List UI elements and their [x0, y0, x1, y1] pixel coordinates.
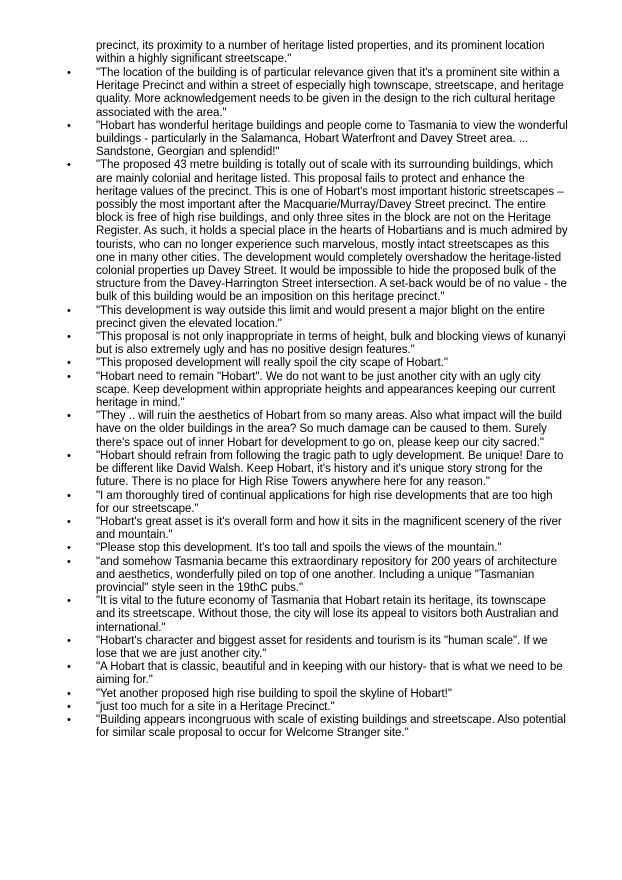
bullet-icon: • — [67, 370, 71, 383]
quote-text: "It is vital to the future economy of Tasmania that Hobart retain its heritage, its townscape and its streetscape. Without those, the city will lose its appeal to visitors both Australian and international." — [96, 595, 559, 634]
list-item — [67, 700, 568, 714]
list-item — [67, 555, 568, 596]
bullet-icon: • — [67, 489, 71, 502]
quote-text: "Hobart's character and biggest asset for residents and tourism is its "human scale". If we lose that we are just another city." — [96, 634, 548, 660]
quote-text: "just too much for a site in a Heritage Precinct." — [96, 700, 335, 713]
quote-text: "Yet another proposed high rise building to spoil the skyline of Hobart!" — [96, 687, 452, 700]
bullet-icon: • — [67, 449, 71, 462]
bullet-icon: • — [67, 542, 71, 555]
quote-text: "Hobart has wonderful heritage buildings and people come to Tasmania to view the wonderful buildings - particularly in the Salamanca, Hobart Waterfront and Davey Street area. ... Sandstone, Georgian and splendid!" — [96, 119, 568, 159]
quote-text: "The location of the building is of particular relevance given that it's a prominent site within a Heritage Precinct and within a street of especially high townscape, streetscape, and heritage quality. More acknowledgement needs to be given in the design to the rich cultural heritage associated with the area." — [96, 67, 564, 119]
quote-text: "The proposed 43 metre building is totally out of scale with its surrounding buildings, which are mainly colonial and heritage listed. This proposal fails to protect and enhance the heritage values of the precinct. This is one of Hobart's most important historic streetscapes – possibly the most important after the Macquarie/Murray/Davey Street precinct. The entire block is free of high rise buildings, and only three sites in the block are not on the Heritage Register. As such, it holds a special place in the hearts of Hobartians and is much admired by tourists, who can no longer experience such marvelous, mostly intact streetscapes as this one in many other cities. The development would completely overshadow the heritage-listed colonial properties up Davey Street. It would be impossible to hide the proposed bulk of the structure from the Davey-Harrington Street intersection. A set-back would be of no value - the bulk of this building would be an imposition on this heritage precinct." — [96, 159, 568, 304]
bullet-icon: • — [67, 595, 71, 608]
bullet-icon: • — [67, 159, 71, 172]
quote-text: "This development is way outside this limit and would present a major blight on the entire precinct given the elevated location." — [96, 304, 545, 330]
quote-text: "I am thoroughly tired of continual applications for high rise developments that are too high for our streetscape." — [96, 489, 553, 515]
quote-text: "Building appears incongruous with scale of existing buildings and streetscape. Also potential for similar scale proposal to occur for Welcome Stranger site." — [96, 713, 566, 740]
list-item — [67, 595, 568, 635]
bullet-icon: • — [67, 119, 71, 132]
list-item — [67, 634, 568, 661]
quote-list — [67, 67, 568, 740]
quote-text: "Hobart need to remain "Hobart". We do not want to be just another city with an ugly city scape. Keep development within appropriate heights and appearances keeping our current heritage in mind." — [96, 370, 556, 410]
bullet-icon: • — [67, 713, 71, 726]
quote-text: "Hobart should refrain from following the tragic path to ugly development. Be unique! Dare to be different like David Walsh. Keep Hobart, it's history and it's unique story strong for the future. There is no place for High Rise Towers anywhere here for any reason." — [96, 449, 564, 489]
bullet-icon: • — [67, 357, 71, 370]
bullet-icon: • — [67, 555, 71, 568]
bullet-icon: • — [67, 67, 71, 79]
bullet-icon: • — [67, 331, 71, 344]
quote-text: "and somehow Tasmania became this extraordinary repository for 200 years of architecture and aesthetics, wonderfully piled on top of one another. Including a unique "Tasmanian provincial" style seen in the 19thC pubs." — [96, 555, 557, 594]
list-item — [67, 515, 568, 542]
list-item — [67, 542, 568, 555]
list-item — [67, 489, 568, 516]
bullet-icon: • — [67, 700, 71, 713]
list-item — [67, 67, 568, 120]
quote-text: "This proposed development will really spoil the city scape of Hobart." — [96, 357, 448, 370]
list-item — [67, 410, 568, 450]
quote-text: "This proposal is not only inappropriate in terms of height, bulk and blocking views of kunanyi but is also extremely ugly and has no positive design features." — [96, 331, 566, 357]
quote-text: "Hobart's great asset is it's overall form and how it sits in the magnificent scenery of the river and mountain." — [96, 515, 562, 542]
list-item — [67, 449, 568, 490]
list-item — [67, 159, 568, 304]
list-item — [67, 357, 568, 370]
list-item — [67, 370, 568, 411]
quote-text: "A Hobart that is classic, beautiful and in keeping with our history- that is what we need to be aiming for." — [96, 661, 563, 687]
list-item — [67, 304, 568, 331]
continued-paragraph: precinct, its proximity to a number of heritage listed properties, and its prominent location within a highly significant streetscape." — [96, 40, 545, 66]
bullet-icon: • — [67, 687, 71, 700]
quote-text: "Please stop this development. It's too tall and spoils the views of the mountain." — [96, 542, 502, 555]
list-item — [67, 713, 568, 740]
list-item — [67, 661, 568, 687]
bullet-icon: • — [67, 634, 71, 647]
list-item — [67, 687, 568, 701]
bullet-icon: • — [67, 661, 71, 674]
quote-text: "They .. will ruin the aesthetics of Hobart from so many areas. Also what impact will the build have on the older buildings in the area? So much damage can be caused to them. Surely there's space out of inner Hobart for development to go on, please keep our city sacred." — [96, 410, 562, 449]
list-item — [67, 331, 568, 357]
bullet-icon: • — [67, 515, 71, 528]
list-item — [67, 119, 568, 160]
bullet-icon: • — [67, 304, 71, 317]
bullet-icon: • — [67, 410, 71, 423]
